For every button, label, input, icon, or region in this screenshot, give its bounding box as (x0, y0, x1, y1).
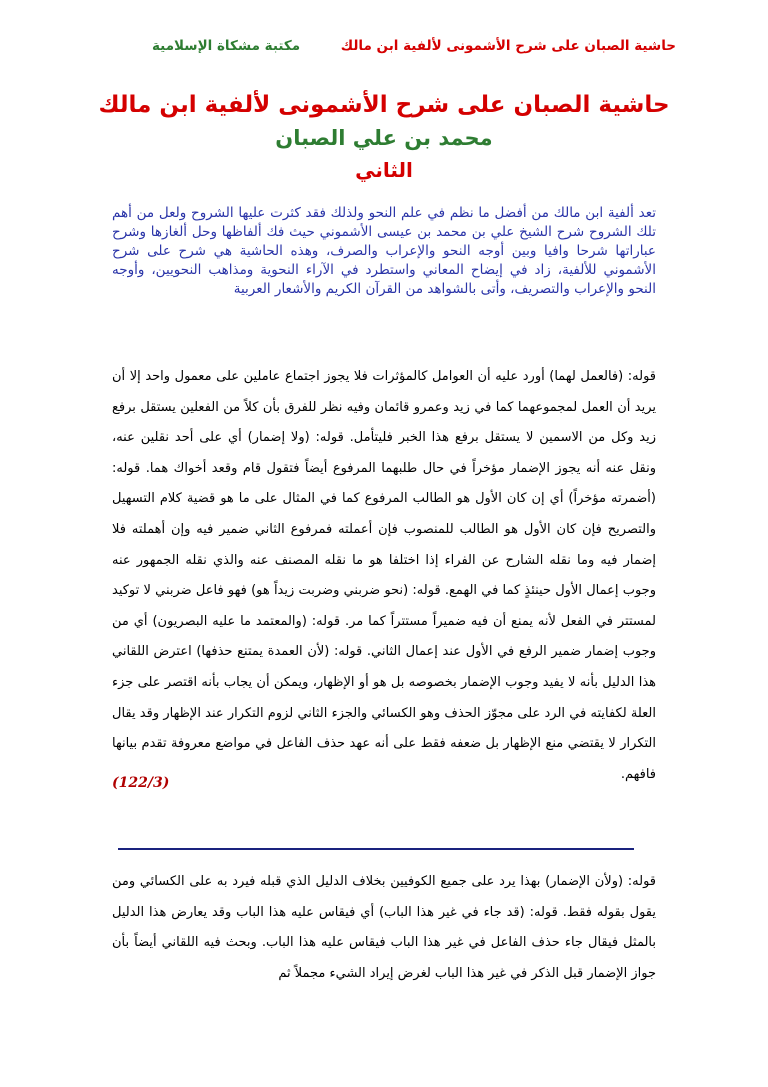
book-introduction: تعد ألفية ابن مالك من أفضل ما نظم في علم النحو ولذلك فقد كثرت عليها الشروح ولعل من أهم تلك الشروح شرح الشيخ علي بن محمد بن عيسى الأشموني حيث فك ألفاظها وحل ألغازها وشرح عباراتها شرحا وافيا وبين أوجه النحو والإعراب والصرف، وهذه الحاشية هي شرح على شرح الأشموني للألفية، زاد في إيضاح المعاني واستطرد في الآراء النحوية ومذاهب النحويين، وأوجه النحو والإعراب والتصريف، وأتى بالشواهد من القرآن الكريم والأشعار العربية (112, 205, 656, 297)
book-title: حاشية الصبان على شرح الأشمونى لألفية ابن مالك (98, 92, 670, 118)
volume-label: الثاني (355, 158, 413, 182)
author-name: محمد بن علي الصبان (275, 126, 493, 150)
title-block (90, 88, 678, 186)
page-reference: (122/3) (112, 775, 170, 791)
footnote-divider (118, 848, 634, 850)
body-paragraph-1: قوله: (فالعمل لهما) أورد عليه أن العوامل كالمؤثرات فلا يجوز اجتماع عاملين على معمول واحد إلا أن يريد أن العمل لمجموعهما كما في زيد وعمرو قائمان وفيه نظر للفرق بأن كلاً من الفعلين يستقل برفع زيد وكل من الاسمين لا يستقل برفع هذا الخبر فليتأمل. قوله: (ولا إضمار) أي على أحد نقلين عنه، ونقل عنه أنه يجوز الإضمار مؤخراً في حال طلبهما المرفوع أيضاً فتقول قام وقعد أخواك هما. قوله: (أضمرته مؤخراً) أي إن كان الأول هو الطالب المرفوع كما في المثال على ما هو قضية كلام التسهيل والتصريح فإن كان الأول هو الطالب للمنصوب فإن أعملته فمرفوع الثاني ضمير فيه وإن أهملته فلا إضمار فيه وما نقله الشارح عن الفراء إذا اختلفا هو ما نقله المصنف عنه والذي نقله الجمهور عنه وجوب إعمال الأول حينئذٍ كما في الهمع. قوله: (نحو ضربني وضربت زيداً هو) فهو فاعل ضربني لا توكيد لمستتر في الفعل لأنه يمنع أن فيه ضميراً مستتراً كما مر. قوله: (والمعتمد ما عليه البصريون) أي من وجوب إضمار ضمير الرفع في الأول عند إعمال الثاني. قوله: (لأن العمدة يمتنع حذفها) اعترض اللقاني هذا الدليل بأنه لا يفيد وجوب الإضمار بخصوصه بل هو أو الإظهار، ويمكن أن يجاب بأنه اقتصر على جزء العلة لكفايته في الرد على مجوّز الحذف وهو الكسائي والجزء الثاني لزوم التكرار عند الإظهار وقد يقال التكرار لا يقتضي منع الإظهار بل ضعفه فقط على أنه عهد حذف الفاعل في مواضع معروفة تقدم بيانها فافهم. (112, 369, 656, 782)
running-header-library: مكتبة مشكاة الإسلامية (152, 38, 301, 54)
running-header-book-title: حاشية الصبان على شرح الأشمونى لألفية ابن مالك (340, 38, 676, 54)
body-paragraph-2: قوله: (ولأن الإضمار) بهذا يرد على جميع الكوفيين بخلاف الدليل الذي قبله فيرد به على الكسائي ومن يقول بقوله فقط. قوله: (قد جاء في غير هذا الباب) أي فيقاس عليه هذا الباب وقد يعارض هذا الدليل بالمثل فيقال جاء حذف الفاعل في غير هذا الباب فيقاس عليه هذا الباب. وبحث فيه اللقاني أيضاً بأن جواز الإضمار قبل الذكر في غير هذا الباب لغرض إيراد الشيء مجملاً ثم (112, 874, 656, 981)
